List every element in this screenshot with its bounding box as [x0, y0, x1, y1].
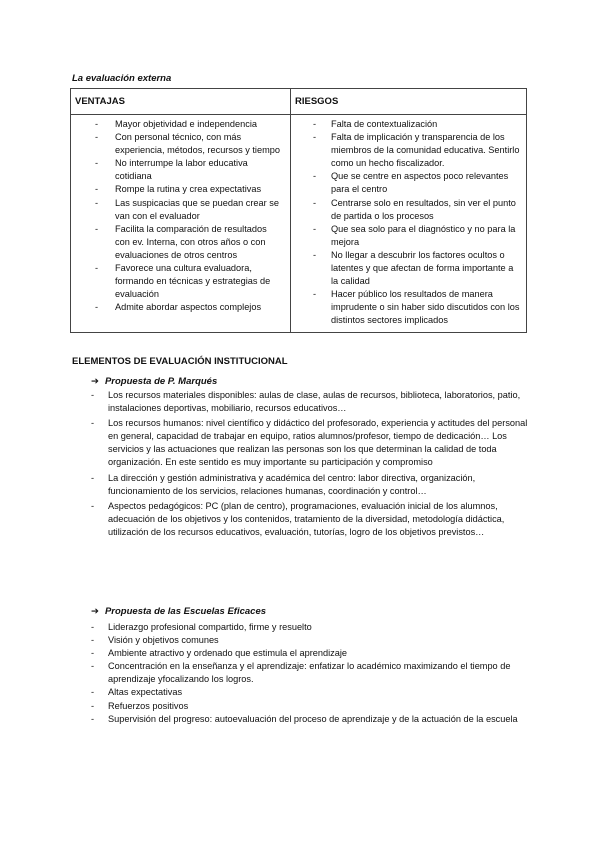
- list-item: [71, 223, 284, 262]
- list-item: [72, 686, 528, 699]
- list-item: [71, 157, 284, 183]
- institutional-section-title: ELEMENTOS DE EVALUACIÓN INSTITUCIONAL: [72, 356, 288, 367]
- list-item-text: Altas expectativas: [108, 687, 183, 698]
- dash-bullet: -: [91, 622, 95, 632]
- list-item: [291, 170, 520, 196]
- list-item-text: Favorece una cultura evaluadora, formando en técnicas y estrategias de evaluación: [115, 263, 271, 300]
- list-item: [72, 713, 528, 726]
- list-item: [71, 131, 284, 157]
- list-item-text: No interrumpe la labor educativa cotidiana: [115, 158, 248, 182]
- arrow-right-icon: ➔: [91, 606, 99, 617]
- dash-bullet: -: [95, 302, 99, 313]
- list-item-text: Rompe la rutina y crea expectativas: [115, 184, 262, 195]
- dash-bullet: -: [95, 158, 99, 169]
- list-item: [72, 700, 528, 713]
- proposal-eficaces-heading: [91, 605, 266, 619]
- arrow-right-icon: ➔: [91, 376, 99, 387]
- list-item-text: Ambiente atractivo y ordenado que estimula el aprendizaje: [108, 648, 348, 659]
- list-item-text: Con personal técnico, con más experiencia, métodos, recursos y tiempo: [115, 132, 280, 156]
- list-item-text: Facilita la comparación de resultados con ev. Interna, con otros años o con evaluaciones de otros centros: [115, 223, 267, 260]
- external-evaluation-title: La evaluación externa: [72, 73, 172, 84]
- list-item: [291, 223, 520, 249]
- dash-bullet: -: [91, 635, 95, 646]
- proposal-marques-title: Propuesta de P. Marqués: [104, 376, 218, 387]
- list-item-text: Que se centre en aspectos poco relevantes para el centro: [331, 171, 509, 195]
- list-item-text: No llegar a descubrir los factores ocultos o latentes y que afectan de forma importante a la calidad: [331, 249, 514, 287]
- dash-bullet: -: [91, 418, 95, 429]
- header-ventajas: VENTAJAS: [71, 89, 291, 115]
- list-item: [291, 249, 520, 288]
- dash-bullet: -: [313, 171, 317, 182]
- proposal-eficaces-list: [72, 621, 528, 726]
- list-item-text: Admite abordar aspectos complejos: [115, 302, 262, 313]
- list-item-text: Centrarse solo en resultados, sin ver el punto de partida o los procesos: [331, 197, 516, 221]
- dash-bullet: -: [91, 700, 95, 711]
- ventajas-list: [71, 118, 284, 314]
- list-item-text: Aspectos pedagógicos: PC (plan de centro), programaciones, evaluación inicial de los alumnos, adecuación de los objetivos y los contenidos, tratamiento de la diversidad, metodología didáctica, utilización de los recursos educativos, evaluación, tutorías, logro de los objetivos previstos…: [108, 500, 505, 537]
- header-riesgos: RIESGOS: [291, 89, 527, 115]
- ventajas-cell: [71, 115, 291, 333]
- list-item-text: Los recursos humanos: nivel científico y didáctico del profesorado, experiencia y actitudes del personal en general, capacidad de trabajar en equipo, ratios alumnos/profesor, tiempo de dedicación… Los servicios y las actuaciones que realizan las personas son los que determinan la calidad de toda organización. En este sentido es muy importante su participación y compromiso: [108, 418, 528, 468]
- proposal-marques-list: [72, 389, 528, 539]
- list-item: [71, 301, 284, 314]
- list-item-text: La dirección y gestión administrativa y académica del centro: labor directiva, organización, funcionamiento de los servicios, relaciones humanas, coordinación y control…: [108, 472, 476, 496]
- list-item: [72, 647, 528, 660]
- list-item: [71, 197, 284, 223]
- dash-bullet: -: [313, 197, 317, 208]
- comparison-table: [70, 88, 527, 333]
- list-item: [291, 288, 520, 327]
- proposal-eficaces-title: Propuesta de las Escuelas Eficaces: [104, 606, 267, 617]
- list-item-text: Las suspicacias que se puedan crear se van con el evaluador: [115, 197, 279, 221]
- dash-bullet: -: [95, 263, 99, 274]
- dash-bullet: -: [95, 119, 99, 129]
- list-item: [72, 417, 528, 469]
- list-item-text: Refuerzos positivos: [108, 700, 189, 711]
- list-item: [291, 197, 520, 223]
- proposal-marques-list-block: [72, 389, 528, 541]
- list-item: [291, 131, 520, 170]
- dash-bullet: -: [313, 119, 317, 129]
- list-item-text: Que sea solo para el diagnóstico y no para la mejora: [331, 223, 516, 247]
- riesgos-cell: [291, 115, 527, 333]
- list-item-text: Hacer público los resultados de manera imprudente o sin haber sido discutidos con los distintos sectores implicados: [331, 289, 520, 326]
- list-item-text: Liderazgo profesional compartido, firme y resuelto: [108, 622, 312, 632]
- dash-bullet: -: [91, 390, 95, 400]
- proposal-eficaces-list-block: [72, 621, 528, 726]
- list-item: [71, 118, 284, 131]
- list-item: [71, 183, 284, 196]
- riesgos-list: [291, 118, 520, 328]
- dash-bullet: -: [313, 249, 317, 260]
- list-item: [72, 472, 528, 498]
- dash-bullet: -: [95, 132, 99, 143]
- list-item: [72, 634, 528, 647]
- dash-bullet: -: [91, 500, 95, 511]
- list-item-text: Supervisión del progreso: autoevaluación del proceso de aprendizaje y de la actuación de la escuela: [108, 713, 518, 724]
- dash-bullet: -: [313, 132, 317, 143]
- list-item: [72, 660, 528, 686]
- dash-bullet: -: [313, 289, 317, 300]
- dash-bullet: -: [95, 184, 99, 195]
- dash-bullet: -: [91, 472, 95, 483]
- dash-bullet: -: [91, 687, 95, 698]
- dash-bullet: -: [91, 648, 95, 659]
- list-item: [72, 500, 528, 539]
- list-item: [291, 118, 520, 131]
- dash-bullet: -: [95, 197, 99, 208]
- list-item-text: Mayor objetividad e independencia: [115, 119, 257, 129]
- dash-bullet: -: [91, 661, 95, 672]
- list-item: [72, 389, 528, 415]
- list-item: [72, 621, 528, 634]
- dash-bullet: -: [91, 713, 95, 724]
- dash-bullet: -: [95, 223, 99, 234]
- list-item-text: Falta de contextualización: [331, 119, 438, 129]
- list-item-text: Los recursos materiales disponibles: aulas de clase, aulas de recursos, biblioteca, laboratorios, patio, instalaciones deportivas, mobiliario, recursos educativos…: [108, 390, 521, 414]
- proposal-marques-heading: [91, 375, 217, 389]
- list-item-text: Visión y objetivos comunes: [108, 635, 219, 646]
- dash-bullet: -: [313, 223, 317, 234]
- list-item: [71, 262, 284, 301]
- list-item-text: Concentración en la enseñanza y el aprendizaje: enfatizar lo académico maximizando el tiempo de aprendizaje yfocalizando los logros.: [108, 661, 511, 685]
- list-item-text: Falta de implicación y transparencia de los miembros de la comunidad educativa. Sentirlo como un hecho fiscalizador.: [331, 132, 520, 169]
